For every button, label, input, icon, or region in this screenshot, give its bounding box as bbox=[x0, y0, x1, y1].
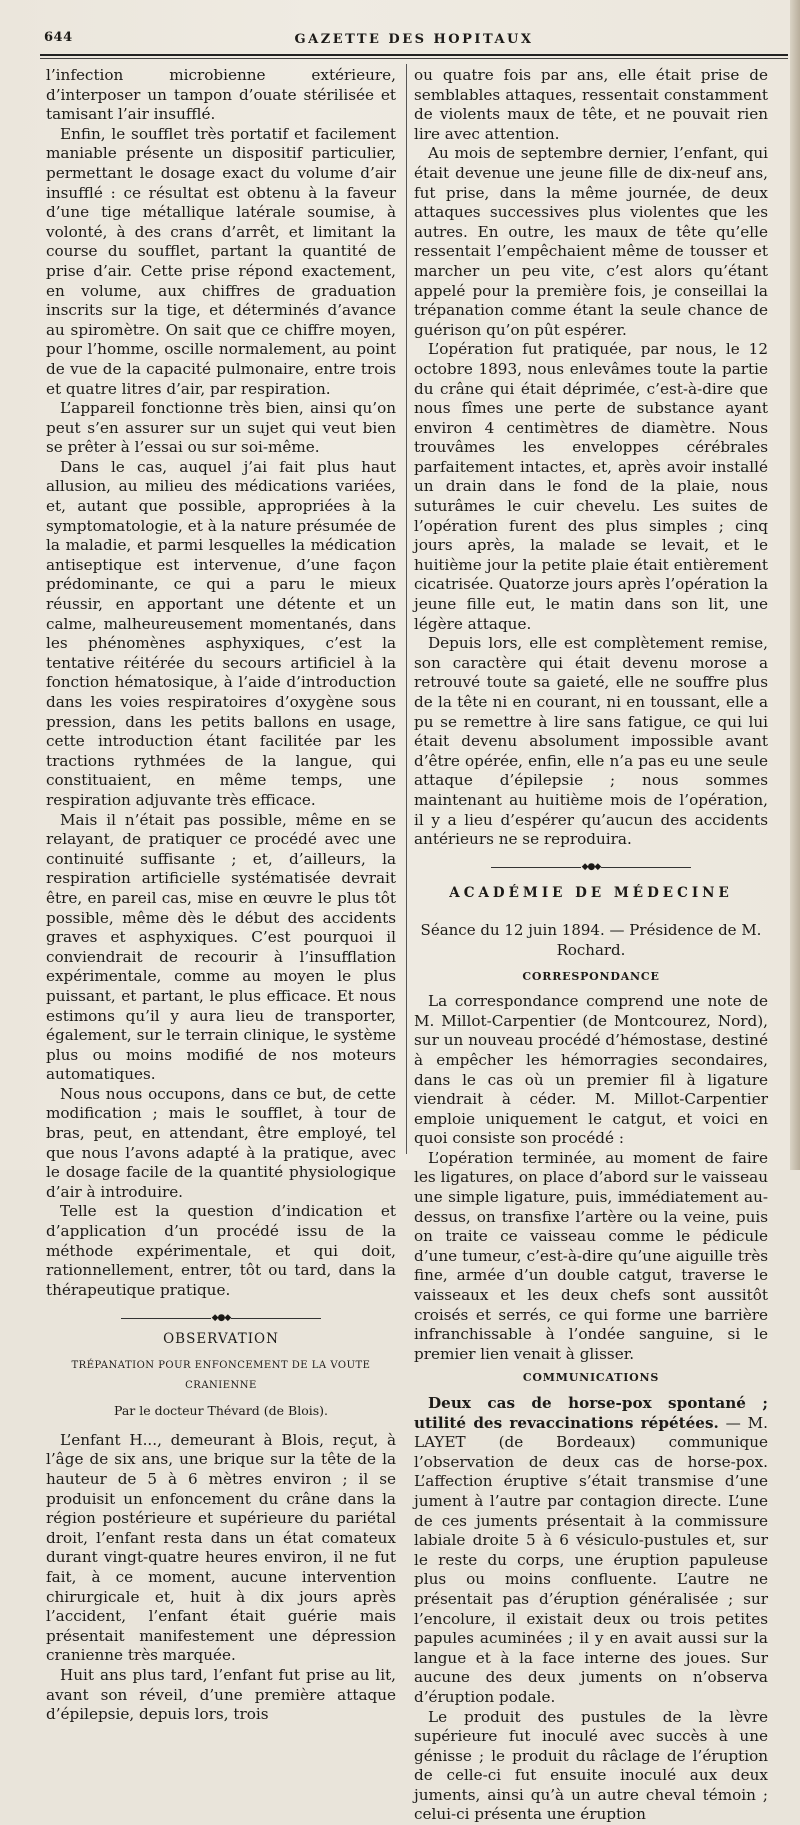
paragraph: Telle est la question d’indication et d’application d’un procédé issu de la méthode expérimentale, et qui doit, rationnellement, entrer, tôt ou tard, dans la thérapeutique pratique. bbox=[46, 1202, 396, 1300]
separator-line bbox=[601, 867, 691, 868]
observation-author: Par le docteur Thévard (de Blois). bbox=[46, 1401, 396, 1421]
separator-ornament: ◆●◆ bbox=[211, 1309, 232, 1329]
paragraph: L’enfant H..., demeurant à Blois, reçut, à l’âge de six ans, une brique sur la tête de la hauteur de 5 à 6 mètres environ ; il se produisit un enfoncement du crâne dans la région postérieure et supérieure du pariétal droit, l’enfant resta dans un état comateux durant vingt-quatre heures environ, il ne fut fait, à ce moment, aucune intervention chirurgicale et, huit à dix jours après l’accident, l’enfant était guérie mais présentait manifestement une dépression cranienne très marquée. bbox=[46, 1431, 396, 1666]
header-rule bbox=[40, 54, 788, 56]
paragraph: Le produit des pustules de la lèvre supérieure fut inoculé avec succès à une génisse ; le produit du râclage de l’éruption de celle-ci fut ensuite inoculé aux deux juments, ainsi qu’à un autre cheval témoin ; celui-ci présenta une éruption bbox=[414, 1708, 768, 1825]
paragraph: L’appareil fonctionne très bien, ainsi qu’on peut s’en assurer sur un sujet qui veut bien se prêter à l’essai ou sur soi-même. bbox=[46, 399, 396, 458]
paragraph: l’infection microbienne extérieure, d’interposer un tampon d’ouate stérilisée et tamisant l’air insufflé. bbox=[46, 66, 396, 125]
communication-title: Deux cas de horse-pox spontané ; utilité des revaccinations répétées. bbox=[414, 1394, 768, 1432]
communication-text: (de Bordeaux) communique l’observation de deux cas de horse-pox. L’affection éruptive s’était transmise d’une jument à l’autre par contagion directe. L’une de ces juments présentait à la commissure labiale droite 5 à 6 vésiculo-pustules et, sur le reste du corps, une éruption papuleuse plus ou moins confluente. L’autre ne présentait pas d’éruption généralisée ; sur l’encolure, il existait deux ou trois petites papules acuminées ; il y en avait aussi sur la langue et à la face interne des joues. Sur aucune des deux juments on n’observa d’éruption podale. bbox=[414, 1433, 768, 1706]
paragraph: La correspondance comprend une note de M. Millot-Carpentier (de Montcourez, Nord), sur un nouveau procédé d’hémostase, destiné à empêcher les hémorragies secondaires, dans le cas où un premier fil à ligature viendrait à céder. M. Millot-Carpentier emploie uniquement le catgut, et voici en quoi consiste son procédé : bbox=[414, 992, 768, 1149]
paragraph: Huit ans plus tard, l’enfant fut prise au lit, avant son réveil, d’une première attaque d’épilepsie, depuis lors, trois bbox=[46, 1666, 396, 1725]
column-divider bbox=[406, 64, 407, 1154]
page-number: 644 bbox=[44, 30, 73, 45]
paragraph: Mais il n’était pas possible, même en se relayant, de pratiquer ce procédé avec une continuité suffisante ; et, d’ailleurs, la respiration artificielle systématisée devrait être, en pareil cas, mise en œuvre le plus tôt possible, même dès le début des accidents graves et asphyxiques. C’est pourquoi il conviendrait de recourir à l’insufflation expérimentale, comme au moyen le plus puissant, et partant, le plus efficace. Et nous estimons qu’il y aura lieu de transporter, également, sur le terrain clinique, le système plus ou moins modifié de nos moteurs automatiques. bbox=[46, 811, 396, 1085]
communication-author: M. LAYET bbox=[414, 1414, 768, 1452]
correspondance-heading: CORRESPONDANCE bbox=[414, 967, 768, 987]
page-edge bbox=[790, 0, 800, 1170]
separator-line bbox=[231, 1318, 321, 1319]
paragraph: Dans le cas, auquel j’ai fait plus haut allusion, au milieu des médications variées, et, autant que possible, appropriées à la symptomatologie, et à la nature présumée de la maladie, et parmi lesquelles la médication antiseptique est intervenue, d’une façon prédominante, ce qui a paru le mieux réussir, en apportant une détente et un calme, malheureusement momentanés, dans les phénomènes asphyxiques, c’est la tentative réitérée du secours artificiel à la fonction hématosique, à l’aide d’introduction dans les voies respiratoires d’oxygène sous pression, dans les petits ballons en usage, cette introduction étant facilitée par les tractions rythmées de la langue, qui constituaient, en même temps, une respiration adjuvante très efficace. bbox=[46, 458, 396, 811]
paragraph: ou quatre fois par ans, elle était prise de semblables attaques, ressentait constamment de violents maux de tête, et ne pouvait rien lire avec attention. bbox=[414, 66, 768, 144]
separator-line bbox=[121, 1318, 211, 1319]
section-separator bbox=[46, 1308, 396, 1322]
separator-line bbox=[491, 867, 581, 868]
paragraph: L’opération fut pratiquée, par nous, le 12 octobre 1893, nous enlevâmes toute la partie du crâne qui était déprimée, c’est-à-dire que nous fîmes une perte de substance ayant environ 4 centimètres de diamètre. Nous trouvâmes les enveloppes cérébrales parfaitement intactes, et, après avoir installé un drain dans le fond de la plaie, nous suturâmes le cuir chevelu. Les suites de l’opération furent des plus simples ; cinq jours après, la malade se levait, et le huitième jour la petite plaie était entièrement cicatrisée. Quatorze jours après l’opération la jeune fille eut, le matin dans son lit, une légère attaque. bbox=[414, 340, 768, 634]
communication-paragraph: Deux cas de horse-pox spontané ; utilité des revaccinations répétées. — M. LAYET (de Bordeaux) communique l’observation de deux cas de horse-pox. L’affection éruptive s’était transmise d’une jument à l’autre par contagion directe. L’une de ces juments présentait à la commissure labiale droite 5 à 6 vésiculo-pustules et, sur le reste du corps, une éruption papuleuse plus ou moins confluente. L’autre ne présentait pas d’éruption généralisée ; sur l’encolure, il existait deux ou trois petites papules acuminées ; il y en avait aussi sur la langue et à la face interne des joues. Sur aucune des deux juments on n’observa d’éruption podale. bbox=[414, 1394, 768, 1708]
left-column bbox=[46, 66, 396, 1725]
paragraph: Au mois de septembre dernier, l’enfant, qui était devenue une jeune fille de dix-neuf ans, fut prise, dans la même journée, de deux attaques successives plus violentes que les autres. En outre, les maux de tête qu’elle ressentait l’empêchaient même de tousser et marcher un peu vite, c’est alors qu’étant appelé pour la première fois, je conseillai la trépanation comme étant la seule chance de guérison qu’on pût espérer. bbox=[414, 144, 768, 340]
session-line: Séance du 12 juin 1894. — Présidence de M. Rochard. bbox=[414, 921, 768, 960]
observation-subtitle: TRÉPANATION POUR ENFONCEMENT DE LA VOUTE CRANIENNE bbox=[46, 1356, 396, 1395]
paragraph: L’opération terminée, au moment de faire les ligatures, on place d’abord sur le vaisseau une simple ligature, puis, immédiatement au-dessus, on transfixe l’artère ou la veine, puis on traite ce vaisseau comme le pédicule d’une tumeur, c’est-à-dire qu’une aiguille très fine, armée d’un double catgut, traverse le vaisseaux et les deux chefs sont aussitôt croisés et serrés, ce qui forme une barrière infranchissable à l’ondée sanguine, si le premier lien venait à glisser. bbox=[414, 1149, 768, 1365]
right-column bbox=[414, 66, 768, 1825]
academy-title: ACADÉMIE DE MÉDECINE bbox=[414, 884, 768, 904]
section-separator bbox=[414, 858, 768, 872]
running-head bbox=[44, 30, 784, 52]
paragraph: Nous nous occupons, dans ce but, de cette modification ; mais le soufflet, à tour de bras, peut, en attendant, être employé, tel que nous l’avons adapté à la pratique, avec le dosage facile de la quantité physiologique d’air à introduire. bbox=[46, 1085, 396, 1203]
communications-heading: COMMUNICATIONS bbox=[414, 1368, 768, 1388]
observation-title: OBSERVATION bbox=[46, 1330, 396, 1350]
header-rule-thin bbox=[40, 58, 788, 59]
paragraph: Depuis lors, elle est complètement remise, son caractère qui était devenu morose a retrouvé toute sa gaieté, elle ne souffre plus de la tête ni en courant, ni en toussant, elle a pu se remettre à lire sans fatigue, ce qui lui était devenu absolument impossible avant d’être opérée, enfin, elle n’a pas eu une seule attaque d’épilepsie ; nous sommes maintenant au huitième mois de l’opération, il y a lieu d’espérer qu’aucun des accidents antérieurs ne se reproduira. bbox=[414, 634, 768, 850]
journal-title: GAZETTE DES HOPITAUX bbox=[44, 32, 784, 47]
separator-ornament: ◆●◆ bbox=[581, 858, 602, 878]
paragraph: Enfin, le soufflet très portatif et facilement maniable présente un dispositif particulier, permettant le dosage exact du volume d’air insufflé : ce résultat est obtenu à la faveur d’une tige métallique latérale soumise, à volonté, à des crans d’arrêt, et limitant la course du soufflet, partant la quantité de prise d’air. Cette prise répond exactement, en volume, aux chiffres de graduation inscrits sur la tige, et déterminés d’avance au spiromètre. On sait que ce chiffre moyen, pour l’homme, oscille normalement, au point de vue de la capacité pulmonaire, entre trois et quatre litres d’air, par respiration. bbox=[46, 125, 396, 399]
